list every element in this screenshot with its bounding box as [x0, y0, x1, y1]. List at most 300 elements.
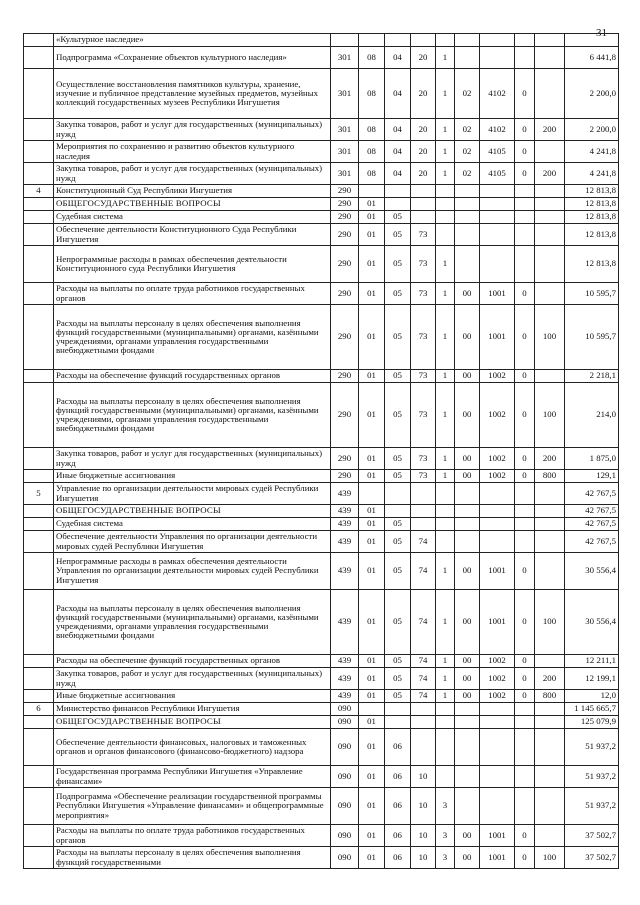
subprogram-cell: 1 [436, 163, 455, 185]
program-cell: 20 [411, 69, 436, 119]
row-number-cell [24, 211, 54, 224]
expense-type-cell [535, 34, 565, 47]
expense-type-cell [535, 766, 565, 788]
row-name-cell: Иные бюджетные ассигнования [54, 690, 331, 703]
main-event-cell: 00 [455, 553, 480, 590]
table-row [24, 163, 619, 185]
table-row [24, 119, 619, 141]
row-name-cell: Обеспечение деятельности Конституционного Суда Республики Ингушетия [54, 224, 331, 246]
program-cell [411, 703, 436, 716]
gov-code-cell: 290 [331, 224, 359, 246]
section-cell: 01 [359, 224, 385, 246]
amount-cell: 12 813,8 [565, 198, 619, 211]
expense-type-cell [535, 47, 565, 69]
main-event-cell [455, 788, 480, 825]
subsection-cell: 05 [385, 283, 411, 305]
amount-cell: 10 595,7 [565, 305, 619, 370]
row-name-cell: ОБЩЕГОСУДАРСТВЕННЫЕ ВОПРОСЫ [54, 505, 331, 518]
row-name-cell: Министерство финансов Республики Ингушетия [54, 703, 331, 716]
amount-cell: 42 767,5 [565, 518, 619, 531]
section-cell: 01 [359, 531, 385, 553]
row-number-cell [24, 590, 54, 655]
program-cell: 74 [411, 553, 436, 590]
program-cell: 20 [411, 163, 436, 185]
direction-cell: 4105 [480, 163, 515, 185]
table-row [24, 370, 619, 383]
subprogram-cell [436, 224, 455, 246]
table-row [24, 788, 619, 825]
section-cell: 01 [359, 505, 385, 518]
row-number-cell [24, 69, 54, 119]
program-cell: 74 [411, 668, 436, 690]
subsection-cell [385, 483, 411, 505]
expense-type-cell: 100 [535, 590, 565, 655]
direction-cell: 1002 [480, 383, 515, 448]
gov-code-cell: 439 [331, 590, 359, 655]
subsection-cell: 04 [385, 141, 411, 163]
section-cell: 01 [359, 553, 385, 590]
program-cell [411, 34, 436, 47]
row-number-cell [24, 668, 54, 690]
amount-cell: 12,0 [565, 690, 619, 703]
row-number-cell [24, 448, 54, 470]
program-cell: 73 [411, 383, 436, 448]
row-number-cell [24, 163, 54, 185]
section-cell: 01 [359, 283, 385, 305]
section-cell [359, 483, 385, 505]
main-event-cell [455, 483, 480, 505]
row-number-cell [24, 553, 54, 590]
direction-cell [480, 505, 515, 518]
row-name-cell: Подпрограмма «Обеспечение реализации государственной программы Республики Ингушетия «Управление финансами» и общепрограммные мероприятия» [54, 788, 331, 825]
subprogram-cell [436, 703, 455, 716]
direction-cell [480, 788, 515, 825]
amount-cell: 10 595,7 [565, 283, 619, 305]
subsection-cell: 05 [385, 246, 411, 283]
expense-type-cell: 200 [535, 119, 565, 141]
table-row [24, 34, 619, 47]
direction-suffix-cell [515, 185, 535, 198]
direction-cell [480, 531, 515, 553]
direction-suffix-cell: 0 [515, 283, 535, 305]
gov-code-cell: 090 [331, 716, 359, 729]
section-cell: 01 [359, 690, 385, 703]
main-event-cell [455, 729, 480, 766]
row-number-cell [24, 531, 54, 553]
main-event-cell: 02 [455, 119, 480, 141]
row-name-cell: Обеспечение деятельности финансовых, налоговых и таможенных органов и органов финансового (финансово-бюджетного) надзора [54, 729, 331, 766]
expense-type-cell [535, 729, 565, 766]
section-cell: 08 [359, 47, 385, 69]
amount-cell: 12 211,1 [565, 655, 619, 668]
main-event-cell: 02 [455, 163, 480, 185]
subprogram-cell [436, 185, 455, 198]
direction-suffix-cell: 0 [515, 690, 535, 703]
subsection-cell [385, 185, 411, 198]
program-cell [411, 505, 436, 518]
row-name-cell: Закупка товаров, работ и услуг для государственных (муниципальных) нужд [54, 163, 331, 185]
row-name-cell: Расходы на выплаты персоналу в целях обеспечения выполнения функций государственными (муниципальными) органами, казёнными учреждениями, органами управления государственными внебюджетными фондами [54, 305, 331, 370]
program-cell: 74 [411, 655, 436, 668]
direction-cell: 1001 [480, 305, 515, 370]
subsection-cell: 06 [385, 788, 411, 825]
gov-code-cell: 439 [331, 668, 359, 690]
section-cell: 01 [359, 470, 385, 483]
expense-type-cell: 800 [535, 470, 565, 483]
direction-suffix-cell: 0 [515, 655, 535, 668]
direction-suffix-cell: 0 [515, 590, 535, 655]
expense-type-cell [535, 716, 565, 729]
direction-cell: 1002 [480, 690, 515, 703]
direction-suffix-cell: 0 [515, 163, 535, 185]
amount-cell: 42 767,5 [565, 531, 619, 553]
direction-cell [480, 185, 515, 198]
row-number-cell [24, 47, 54, 69]
subsection-cell: 05 [385, 224, 411, 246]
subsection-cell: 04 [385, 163, 411, 185]
gov-code-cell: 090 [331, 729, 359, 766]
main-event-cell: 00 [455, 305, 480, 370]
expense-type-cell [535, 553, 565, 590]
table-row [24, 847, 619, 869]
section-cell: 01 [359, 448, 385, 470]
amount-cell [565, 34, 619, 47]
program-cell [411, 483, 436, 505]
subprogram-cell: 1 [436, 47, 455, 69]
gov-code-cell: 290 [331, 246, 359, 283]
table-row [24, 729, 619, 766]
direction-cell: 4102 [480, 119, 515, 141]
row-name-cell: Расходы на выплаты по оплате труда работников государственных органов [54, 825, 331, 847]
direction-suffix-cell [515, 716, 535, 729]
section-cell: 01 [359, 716, 385, 729]
expense-type-cell [535, 283, 565, 305]
row-name-cell: Иные бюджетные ассигнования [54, 470, 331, 483]
direction-cell [480, 483, 515, 505]
direction-cell [480, 211, 515, 224]
table-row [24, 470, 619, 483]
subprogram-cell [436, 518, 455, 531]
section-cell: 01 [359, 847, 385, 869]
gov-code-cell: 290 [331, 470, 359, 483]
row-name-cell: Расходы на выплаты по оплате труда работников государственных органов [54, 283, 331, 305]
gov-code-cell: 439 [331, 655, 359, 668]
row-number-cell [24, 766, 54, 788]
program-cell: 73 [411, 370, 436, 383]
gov-code-cell: 301 [331, 47, 359, 69]
table-row [24, 305, 619, 370]
direction-suffix-cell [515, 47, 535, 69]
amount-cell: 6 441,8 [565, 47, 619, 69]
subsection-cell: 05 [385, 590, 411, 655]
subsection-cell: 06 [385, 729, 411, 766]
amount-cell: 125 079,9 [565, 716, 619, 729]
row-name-cell: Закупка товаров, работ и услуг для государственных (муниципальных) нужд [54, 448, 331, 470]
amount-cell: 1 145 665,7 [565, 703, 619, 716]
gov-code-cell: 290 [331, 198, 359, 211]
subsection-cell [385, 505, 411, 518]
program-cell: 73 [411, 305, 436, 370]
program-cell: 10 [411, 788, 436, 825]
direction-cell [480, 518, 515, 531]
expense-type-cell [535, 825, 565, 847]
main-event-cell [455, 198, 480, 211]
row-name-cell: Закупка товаров, работ и услуг для государственных (муниципальных) нужд [54, 668, 331, 690]
subprogram-cell: 1 [436, 655, 455, 668]
subprogram-cell: 1 [436, 119, 455, 141]
program-cell: 73 [411, 224, 436, 246]
row-name-cell: ОБЩЕГОСУДАРСТВЕННЫЕ ВОПРОСЫ [54, 716, 331, 729]
row-name-cell: Судебная система [54, 211, 331, 224]
row-name-cell: Осуществление восстановления памятников культуры, хранение, изучение и публичное представление музейных предметов, музейных коллекций государственных музеев Республики Ингушетия [54, 69, 331, 119]
amount-cell: 4 241,8 [565, 163, 619, 185]
main-event-cell [455, 211, 480, 224]
table-row [24, 246, 619, 283]
expense-type-cell: 200 [535, 448, 565, 470]
program-cell: 73 [411, 470, 436, 483]
section-cell: 08 [359, 141, 385, 163]
row-number-cell [24, 690, 54, 703]
subprogram-cell [436, 729, 455, 766]
expense-type-cell [535, 703, 565, 716]
gov-code-cell: 090 [331, 766, 359, 788]
section-cell: 01 [359, 825, 385, 847]
subprogram-cell: 1 [436, 553, 455, 590]
amount-cell: 37 502,7 [565, 825, 619, 847]
amount-cell: 2 218,1 [565, 370, 619, 383]
subprogram-cell: 1 [436, 283, 455, 305]
subprogram-cell: 3 [436, 825, 455, 847]
program-cell: 20 [411, 141, 436, 163]
section-cell: 01 [359, 211, 385, 224]
amount-cell: 42 767,5 [565, 505, 619, 518]
direction-suffix-cell [515, 518, 535, 531]
expense-type-cell: 100 [535, 847, 565, 869]
direction-suffix-cell: 0 [515, 847, 535, 869]
subsection-cell [385, 703, 411, 716]
budget-table [23, 33, 619, 869]
direction-suffix-cell: 0 [515, 553, 535, 590]
row-number-cell [24, 283, 54, 305]
gov-code-cell: 290 [331, 370, 359, 383]
gov-code-cell: 290 [331, 383, 359, 448]
subprogram-cell: 3 [436, 847, 455, 869]
direction-cell: 1001 [480, 590, 515, 655]
amount-cell: 37 502,7 [565, 847, 619, 869]
row-number-cell [24, 788, 54, 825]
amount-cell: 12 813,8 [565, 224, 619, 246]
section-cell: 01 [359, 518, 385, 531]
expense-type-cell [535, 370, 565, 383]
row-name-cell: «Культурное наследие» [54, 34, 331, 47]
direction-cell: 1002 [480, 470, 515, 483]
expense-type-cell [535, 198, 565, 211]
amount-cell: 1 875,0 [565, 448, 619, 470]
section-cell [359, 34, 385, 47]
main-event-cell: 00 [455, 825, 480, 847]
main-event-cell [455, 716, 480, 729]
gov-code-cell: 290 [331, 283, 359, 305]
amount-cell: 12 813,8 [565, 211, 619, 224]
main-event-cell: 00 [455, 690, 480, 703]
subsection-cell [385, 198, 411, 211]
gov-code-cell: 439 [331, 553, 359, 590]
row-number-cell [24, 198, 54, 211]
row-number-cell [24, 246, 54, 283]
subprogram-cell [436, 716, 455, 729]
subprogram-cell: 1 [436, 370, 455, 383]
table-row [24, 531, 619, 553]
expense-type-cell [535, 788, 565, 825]
table-row [24, 185, 619, 198]
subprogram-cell [436, 483, 455, 505]
gov-code-cell: 301 [331, 141, 359, 163]
row-number-cell [24, 825, 54, 847]
gov-code-cell: 290 [331, 448, 359, 470]
amount-cell: 2 200,0 [565, 119, 619, 141]
row-number-cell [24, 470, 54, 483]
program-cell [411, 198, 436, 211]
page-number: 31 [596, 27, 607, 39]
expense-type-cell [535, 185, 565, 198]
section-cell: 01 [359, 729, 385, 766]
subsection-cell: 05 [385, 305, 411, 370]
direction-cell: 1002 [480, 448, 515, 470]
section-cell: 08 [359, 163, 385, 185]
table-row [24, 383, 619, 448]
subprogram-cell [436, 505, 455, 518]
main-event-cell [455, 34, 480, 47]
direction-cell: 1001 [480, 847, 515, 869]
direction-suffix-cell [515, 483, 535, 505]
row-number-cell: 6 [24, 703, 54, 716]
direction-suffix-cell: 0 [515, 370, 535, 383]
subsection-cell: 05 [385, 448, 411, 470]
direction-cell: 1002 [480, 668, 515, 690]
section-cell: 01 [359, 766, 385, 788]
expense-type-cell: 800 [535, 690, 565, 703]
table-row [24, 690, 619, 703]
row-number-cell [24, 224, 54, 246]
direction-suffix-cell: 0 [515, 825, 535, 847]
direction-cell: 4102 [480, 69, 515, 119]
main-event-cell: 00 [455, 847, 480, 869]
subsection-cell: 05 [385, 370, 411, 383]
gov-code-cell: 301 [331, 163, 359, 185]
program-cell: 73 [411, 448, 436, 470]
program-cell [411, 185, 436, 198]
main-event-cell [455, 703, 480, 716]
gov-code-cell: 290 [331, 185, 359, 198]
subprogram-cell: 1 [436, 690, 455, 703]
main-event-cell [455, 47, 480, 69]
subsection-cell: 05 [385, 553, 411, 590]
section-cell: 08 [359, 69, 385, 119]
expense-type-cell [535, 531, 565, 553]
subsection-cell: 05 [385, 690, 411, 703]
row-name-cell: Мероприятия по сохранению и развитию объектов культурного наследия [54, 141, 331, 163]
amount-cell: 51 937,2 [565, 788, 619, 825]
direction-cell: 1001 [480, 825, 515, 847]
subprogram-cell: 1 [436, 448, 455, 470]
table-row [24, 283, 619, 305]
row-number-cell [24, 847, 54, 869]
row-number-cell: 4 [24, 185, 54, 198]
subsection-cell: 04 [385, 47, 411, 69]
gov-code-cell: 301 [331, 69, 359, 119]
main-event-cell: 02 [455, 141, 480, 163]
row-number-cell [24, 383, 54, 448]
direction-cell: 4105 [480, 141, 515, 163]
subsection-cell: 06 [385, 766, 411, 788]
row-number-cell [24, 141, 54, 163]
expense-type-cell: 100 [535, 305, 565, 370]
table-row [24, 69, 619, 119]
expense-type-cell: 200 [535, 668, 565, 690]
direction-suffix-cell [515, 198, 535, 211]
subsection-cell [385, 34, 411, 47]
gov-code-cell: 301 [331, 119, 359, 141]
main-event-cell: 02 [455, 69, 480, 119]
section-cell: 01 [359, 198, 385, 211]
expense-type-cell [535, 518, 565, 531]
expense-type-cell: 200 [535, 163, 565, 185]
program-cell [411, 518, 436, 531]
row-name-cell: Непрограммные расходы в рамках обеспечения деятельности Конституционного суда Республики Ингушетия [54, 246, 331, 283]
subsection-cell: 05 [385, 531, 411, 553]
direction-suffix-cell: 0 [515, 383, 535, 448]
subprogram-cell: 1 [436, 590, 455, 655]
row-name-cell: Расходы на обеспечение функций государственных органов [54, 370, 331, 383]
subprogram-cell [436, 531, 455, 553]
direction-cell [480, 766, 515, 788]
row-number-cell [24, 716, 54, 729]
section-cell: 01 [359, 668, 385, 690]
amount-cell: 30 556,4 [565, 590, 619, 655]
row-number-cell [24, 655, 54, 668]
amount-cell: 214,0 [565, 383, 619, 448]
amount-cell: 42 767,5 [565, 483, 619, 505]
row-name-cell: ОБЩЕГОСУДАРСТВЕННЫЕ ВОПРОСЫ [54, 198, 331, 211]
table-row [24, 553, 619, 590]
table-row [24, 590, 619, 655]
direction-suffix-cell [515, 766, 535, 788]
direction-cell: 1002 [480, 370, 515, 383]
program-cell: 73 [411, 246, 436, 283]
direction-cell [480, 716, 515, 729]
main-event-cell: 00 [455, 370, 480, 383]
direction-suffix-cell: 0 [515, 141, 535, 163]
program-cell: 10 [411, 766, 436, 788]
section-cell: 01 [359, 305, 385, 370]
row-name-cell: Государственная программа Республики Ингушетия «Управление финансами» [54, 766, 331, 788]
expense-type-cell [535, 224, 565, 246]
subprogram-cell: 3 [436, 788, 455, 825]
subprogram-cell: 1 [436, 383, 455, 448]
section-cell: 01 [359, 655, 385, 668]
main-event-cell [455, 224, 480, 246]
amount-cell: 12 813,8 [565, 246, 619, 283]
table-row [24, 483, 619, 505]
row-name-cell: Закупка товаров, работ и услуг для государственных (муниципальных) нужд [54, 119, 331, 141]
main-event-cell [455, 185, 480, 198]
program-cell [411, 716, 436, 729]
subprogram-cell: 1 [436, 305, 455, 370]
table-row [24, 716, 619, 729]
direction-suffix-cell [515, 211, 535, 224]
direction-cell: 1002 [480, 655, 515, 668]
gov-code-cell: 090 [331, 825, 359, 847]
